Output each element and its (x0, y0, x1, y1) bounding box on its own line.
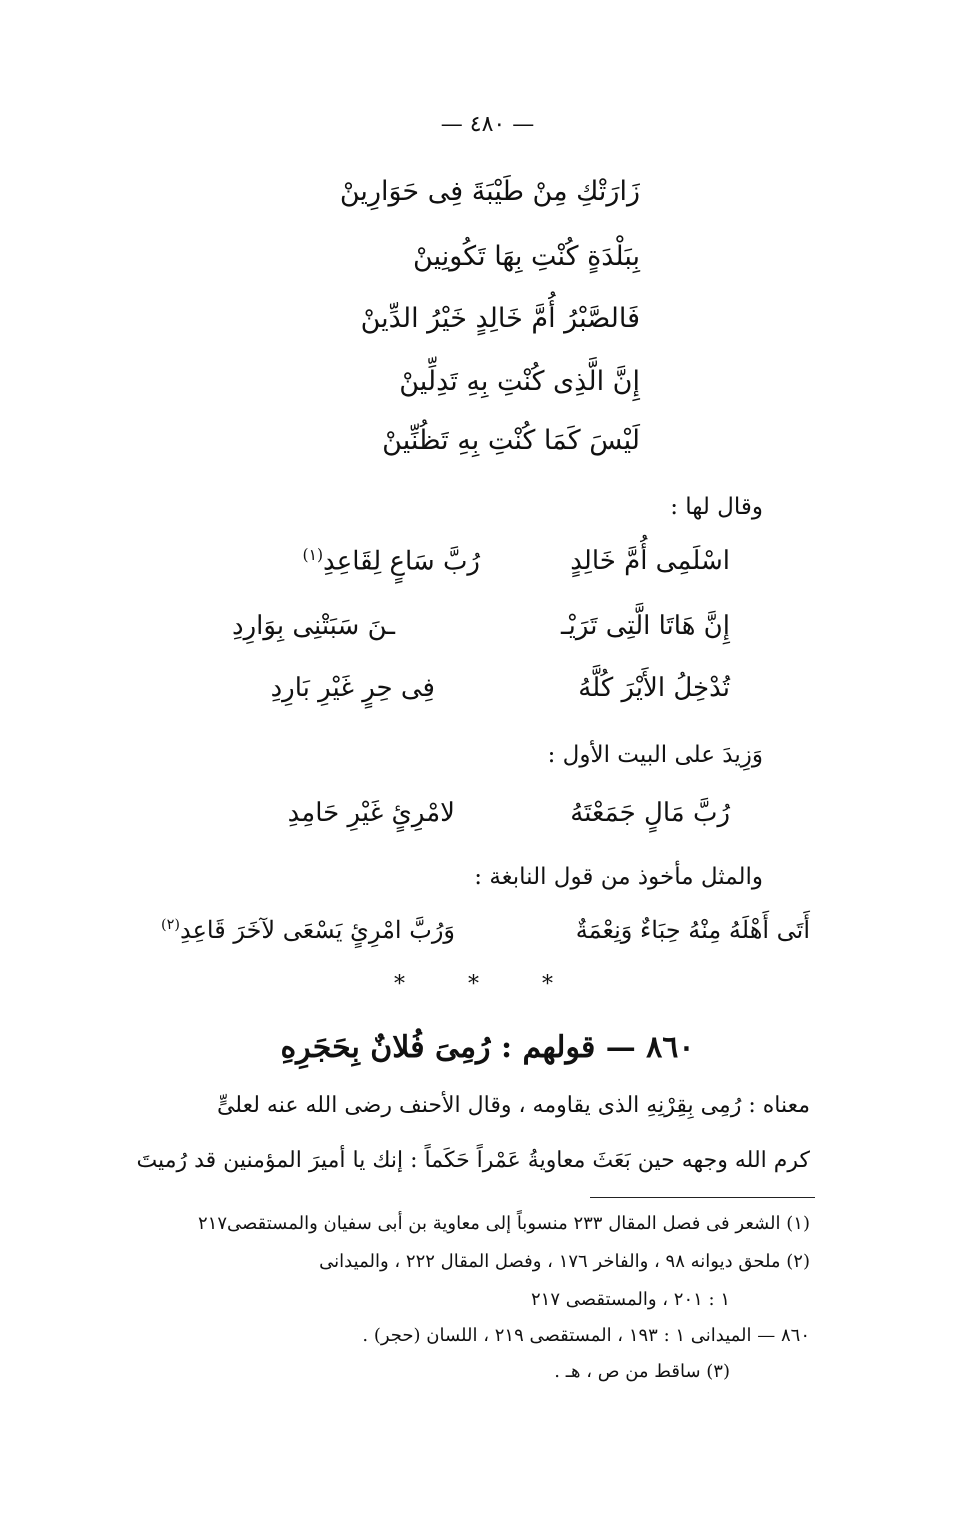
intro-3: وَزِيدَ على البيت الأول : (547, 742, 763, 768)
poem2-line-2-a: إِنَّ هَاتَا الَّتِى تَرَيْـ (561, 611, 730, 641)
poem2-line-3-b: فِى حِرٍ غَيْرِ بَارِدِ (270, 673, 435, 703)
section-separator: * * * (394, 972, 581, 997)
footnote-divider (590, 1197, 815, 1198)
poem3-a: رُبَّ مَالٍ جَمَعْتَهُ (570, 798, 730, 828)
footnote-ref-1: (١) (302, 546, 324, 564)
footnote-3: (٣) ساقط من ص ، هـ . (554, 1361, 730, 1382)
intro-2: وقال لها : (670, 494, 763, 520)
poem3-b: لامْرِئٍ غَيْرِ حَامِدِ (287, 798, 455, 828)
poem1-line-4: إِنَّ الَّذِى كُنْتِ بِهِ تَدِلِّينْ (399, 366, 640, 397)
poem4-a: أَتَى أَهْلَهُ مِنْهُ حِبَاءٌ وَنِعْمَةٌ (575, 916, 810, 944)
footnote-2: (٢) ملحق ديوانه ٩٨ ، والفاخر ١٧٦ ، وفصل المقال ٢٢٢ ، والميدانى (319, 1251, 810, 1272)
poem2-line-1-b: رُبَّ سَاعٍ لِقَاعِدِ$^{(١)}$ (302, 546, 480, 577)
poem2-line-3-a: تُدْخِلُ الأَيْرَ كُلَّهُ (578, 673, 730, 703)
footnote-860: ٨٦٠ — الميدانى ١ : ١٩٣ ، المستقصى ٢١٩ ، اللسان (حجر) . (362, 1325, 810, 1346)
poem1-line-1: زَارَتْكِ مِنْ طَيْبَةَ فِى حَوَارِينْ (339, 176, 640, 207)
entry-heading: ٨٦٠ — قولهم : رُمِىَ فُلانٌ بِحَجَرِهِ (280, 1030, 695, 1065)
footnote-2-cont: ١ : ٢٠١ ، والمستقصى ٢١٧ (531, 1289, 730, 1310)
footnote-1: (١) الشعر فى فصل المقال ٢٣٣ منسوباً إلى معاوية بن أبى سفيان والمستقصى٢١٧ (197, 1213, 810, 1234)
body-line-1: معناه : رُمِى بِقِرْنِهِ الذى يقاومه ، وقال الأحنف رضى الله عنه لعلىٍّ (216, 1093, 810, 1118)
intro-4: والمثل مأخوذ من قول النابغة : (474, 864, 763, 890)
poem1-line-2: بِبَلْدَةٍ كُنْتِ بِهَا تَكُونِينْ (413, 241, 640, 272)
poem2-line-1-a: اسْلَمِى أُمَّ خَالِدٍ (570, 546, 730, 576)
poem1-line-3: فَالصَّبْرُ أُمَّ خَالِدٍ خَيْرُ الدِّينْ (360, 303, 640, 334)
body-line-2: كرم الله وجهه حين بَعَثَ معاويةُ عَمْراً حَكَماً : إنك يا أميرَ المؤمنين قد رُميتَ (136, 1148, 810, 1173)
poem1-line-5: لَيْسَ كَمَا كُنْتِ بِهِ تَظُنِّينْ (382, 425, 640, 456)
page-number: — ٤٨٠ — (440, 112, 535, 137)
poem2-line-2-b: ـنَ سَبَتْنِى بِوَارِدِ (232, 611, 395, 641)
footnote-ref-2: (٢) (161, 917, 181, 933)
poem4-b: وَرُبَّ امْرِئٍ يَسْعَى لآخَرَ قَاعِدِ$^{(٢)}$ (161, 916, 455, 944)
